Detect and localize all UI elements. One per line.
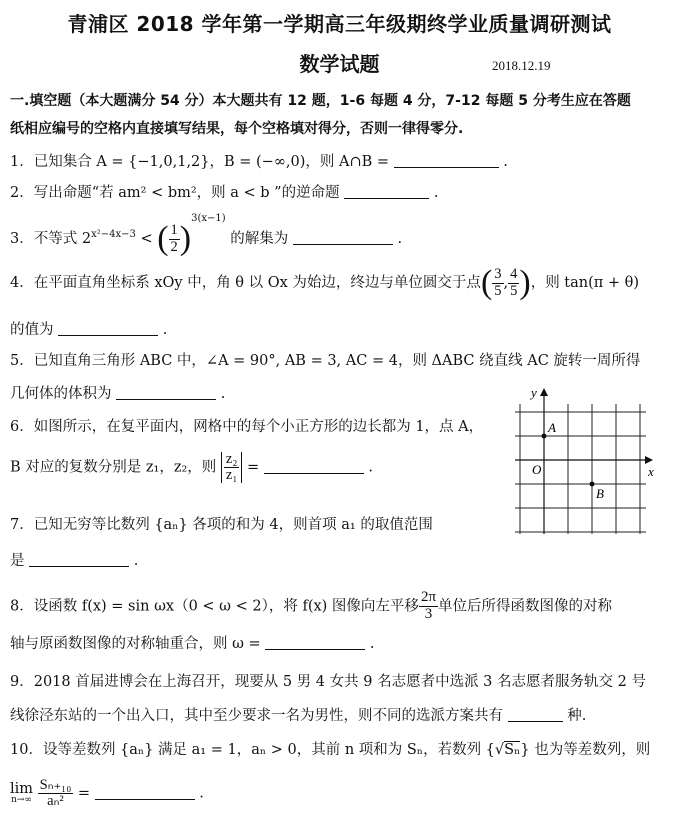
question-7: 7．已知无穷等比数列 {aₙ} 各项的和为 4，则首项 a₁ 的取值范围 — [10, 517, 433, 533]
question-1: 1．已知集合 A = {−1,0,1,2}，B = (−∞,0)，则 A∩B = . — [10, 154, 508, 170]
question-5: 5．已知直角三角形 ABC 中，∠A = 90°, AB = 3, AC = 4，则 ΔABC 绕直线 AC 旋转一周所得 — [10, 353, 641, 369]
section-heading-line2: 纸相应编号的空格内直接填写结果，每个空格填对得分，否则一律得零分. — [10, 121, 464, 137]
x-axis-arrow — [645, 456, 653, 464]
q2-text: 2．写出命题“若 am² < bm²，则 a < b ”的逆命题 — [10, 185, 340, 201]
q9-answer-blank[interactable] — [508, 707, 563, 722]
question-9-line2: 线徐泾东站的一个出入口，其中至少要求一名为男性，则不同的选派方案共有 种. — [10, 708, 587, 724]
question-9: 9．2018 首届进博会在上海召开，现要从 5 男 4 女共 9 名志愿者中选派 3 名志愿者服务轨交 2 号 — [10, 674, 646, 690]
question-10-line2: lim n→∞ $\frac{\text{Sₙ₊₁₀}}{\text{aₙ²}}$ = . — [10, 777, 204, 810]
q10-answer-blank[interactable] — [95, 785, 195, 800]
point-a-label: A — [548, 420, 556, 435]
complex-plane-grid-figure — [510, 384, 660, 534]
point-b-label: B — [596, 486, 604, 501]
question-4-line2: 的值为 . — [10, 322, 168, 338]
point-b-marker — [590, 482, 595, 487]
y-axis-arrow — [540, 388, 548, 396]
point-a-marker — [542, 434, 547, 439]
q7-answer-blank[interactable] — [29, 552, 129, 567]
q6-answer-blank[interactable] — [264, 459, 364, 474]
exam-title: 青浦区 2018 学年第一学期高三年级期终学业质量调研测试 — [67, 12, 612, 36]
q5-answer-blank[interactable] — [116, 385, 216, 400]
question-8-line2: 轴与原函数图像的对称轴重合，则 ω = . — [10, 636, 375, 652]
q3-fraction: $\frac{1}{2}$ — [170, 222, 178, 255]
question-7-line2: 是 . — [10, 553, 139, 569]
q8-answer-blank[interactable] — [265, 635, 365, 650]
exam-date: 2018.12.19 — [492, 58, 551, 73]
exam-subtitle: 数学试题 — [299, 52, 380, 76]
q1-answer-blank[interactable] — [394, 153, 499, 168]
q2-answer-blank[interactable] — [344, 184, 429, 199]
question-3: 3．不等式 $2^{x^2-4x-3}$ < ( $\frac{1}{2}$ )$^{3(x-1)}$ 的解集为 . — [10, 213, 403, 257]
y-axis-label: y — [531, 385, 537, 400]
question-8: 8．设函数 f(x) = sin ωx（0 < ω < 2），将 f(x) 图像向左平移 $\frac{2\pi}{3}$ 单位后所得函数图像的对称 — [10, 589, 613, 622]
question-6-line2: B 对应的复数分别是 z₁，z₂，则 $\frac{\text{z₂}}{\text{z₁}}$ = . — [10, 451, 373, 484]
x-axis-label: x — [648, 464, 654, 479]
question-4: 4．在平面直角坐标系 xOy 中，角 θ 以 Ox 为始边，终边与单位圆交于点( $\frac{3}{5}$ , $\frac{4}{5}$ )，则 tan(π + θ) — [10, 264, 640, 301]
question-10: 10．设等差数列 {aₙ} 满足 a₁ = 1，aₙ > 0，其前 n 项和为 Sₙ，若数列 {√Sₙ} 也为等差数列，则 — [10, 742, 651, 758]
q1-text: 1．已知集合 A = {−1,0,1,2}，B = (−∞,0)，则 A∩B = — [10, 154, 390, 170]
question-5-line2: 几何体的体积为 . — [10, 386, 226, 402]
question-2: 2．写出命题“若 am² < bm²，则 a < b ”的逆命题 . — [10, 185, 439, 201]
question-6: 6．如图所示，在复平面内，网格中的每个小正方形的边长都为 1，点 A， — [10, 419, 484, 435]
q4-answer-blank[interactable] — [58, 321, 158, 336]
q3-answer-blank[interactable] — [293, 230, 393, 245]
origin-label: O — [532, 462, 542, 477]
section-heading-line1: 一.填空题（本大题满分 54 分）本大题共有 12 题，1-6 每题 4 分，7-12 每题 5 分考生应在答题 — [10, 93, 631, 109]
